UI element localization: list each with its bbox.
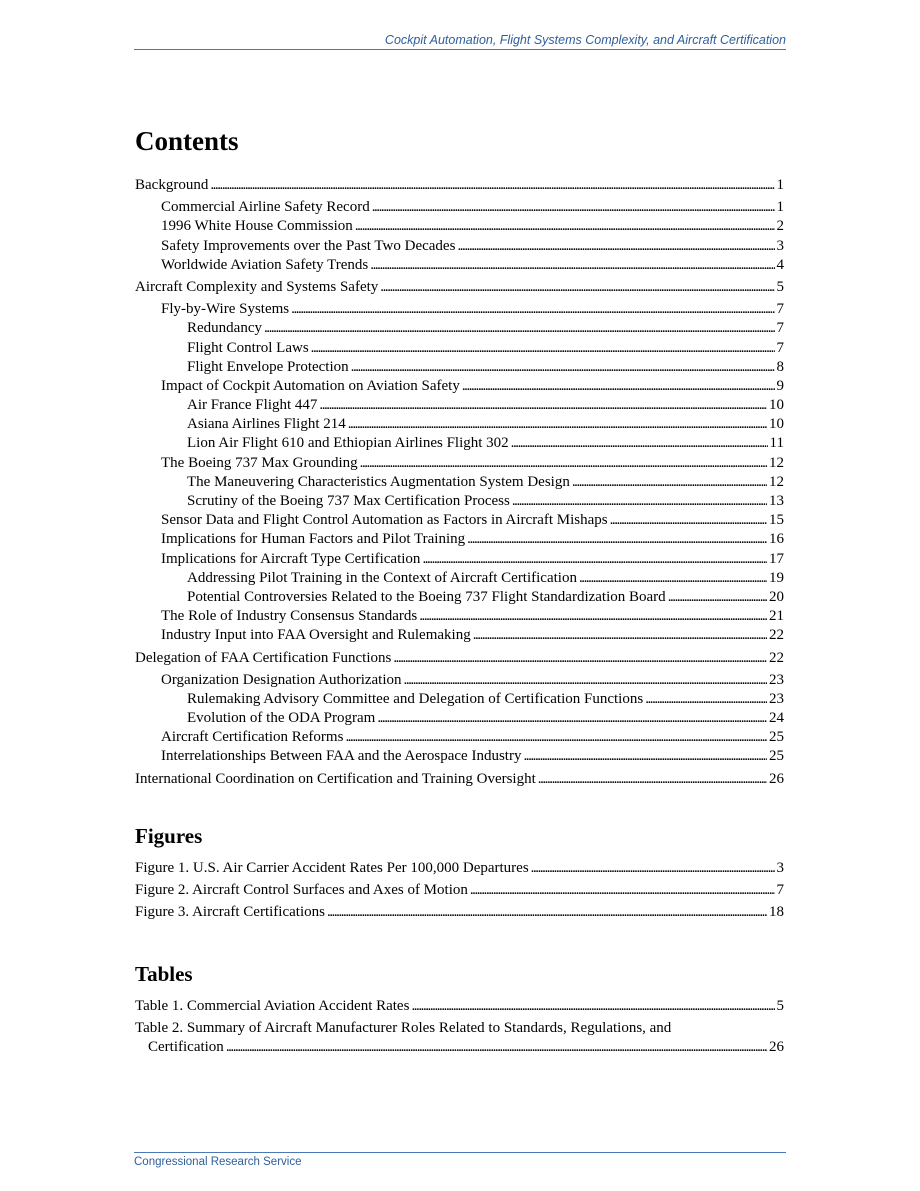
- toc-entry-consensus-standards[interactable]: The Role of Industry Consensus Standards . . . 21: [135, 607, 784, 626]
- toc-entry-figure-2[interactable]: Figure 2. Aircraft Control Surfaces and Axes of Motion . . . 7: [135, 881, 784, 900]
- toc-entry-safety-improvements[interactable]: Safety Improvements over the Past Two Decades . . . 3: [135, 237, 784, 256]
- toc-entry-mcas-design[interactable]: The Maneuvering Characteristics Augmentation System Design . . . 12: [135, 473, 784, 492]
- toc-entry-asiana-214[interactable]: Asiana Airlines Flight 214 . . . 10: [135, 415, 784, 434]
- toc-entry-flight-control-laws[interactable]: Flight Control Laws . . . 7: [135, 339, 784, 358]
- toc-entry-table-2-line2: Certification: [148, 1039, 224, 1056]
- tables-heading: Tables: [135, 962, 193, 986]
- running-header: Cockpit Automation, Flight Systems Complexity, and Aircraft Certification: [134, 32, 786, 50]
- toc-entry-worldwide-aviation-safety-trends[interactable]: Worldwide Aviation Safety Trends . . . 4: [135, 256, 784, 275]
- toc-entry-air-france-447[interactable]: Air France Flight 447 . . . 10: [135, 396, 784, 415]
- toc-entry-delegation[interactable]: Delegation of FAA Certification Functions . . . 22: [135, 649, 784, 668]
- figures-list: [135, 856, 784, 923]
- contents-heading: Contents: [135, 126, 239, 156]
- toc-entry-figure-3[interactable]: Figure 3. Aircraft Certifications . . . 18: [135, 903, 784, 922]
- tables-list: [135, 994, 784, 1058]
- toc-entry-1996-white-house-commission[interactable]: 1996 White House Commission . . . 2: [135, 217, 784, 236]
- toc-entry-background[interactable]: Background . . . 1: [135, 176, 784, 195]
- toc-entry-rulemaking-committee[interactable]: Rulemaking Advisory Committee and Delegation of Certification Functions . . . 23: [135, 690, 784, 709]
- toc-entry-redundancy[interactable]: Redundancy . . . 7: [135, 319, 784, 338]
- toc-entry-certification-scrutiny[interactable]: Scrutiny of the Boeing 737 Max Certification Process . . . 13: [135, 492, 784, 511]
- toc-entry-table-1[interactable]: Table 1. Commercial Aviation Accident Rates . . . 5: [135, 997, 784, 1016]
- toc-entry-oda-evolution[interactable]: Evolution of the ODA Program . . . 24: [135, 709, 784, 728]
- toc-entry-lion-air-ethiopian[interactable]: Lion Air Flight 610 and Ethiopian Airlines Flight 302 . . . 11: [135, 434, 784, 453]
- toc-entry-impact-of-cockpit-automation[interactable]: Impact of Cockpit Automation on Aviation Safety . . . 9: [135, 377, 784, 396]
- toc-entry-pilot-training[interactable]: Addressing Pilot Training in the Context of Aircraft Certification . . . 19: [135, 569, 784, 588]
- toc-entry-fsb-controversies[interactable]: Potential Controversies Related to the Boeing 737 Flight Standardization Board . . . 20: [135, 588, 784, 607]
- toc-entry-fly-by-wire[interactable]: Fly-by-Wire Systems . . . 7: [135, 300, 784, 319]
- toc-entry-flight-envelope-protection[interactable]: Flight Envelope Protection . . . 8: [135, 358, 784, 377]
- toc-entry-table-2-line1: Table 2. Summary of Aircraft Manufacturer Roles Related to Standards, Regulations, and: [135, 1020, 672, 1037]
- toc-entry-industry-input[interactable]: Industry Input into FAA Oversight and Rulemaking . . . 22: [135, 626, 784, 645]
- toc-entry-international-coordination[interactable]: International Coordination on Certification and Training Oversight . . . 26: [135, 770, 784, 789]
- toc-entry-oda[interactable]: Organization Designation Authorization . . . 23: [135, 671, 784, 690]
- toc-entry-certification-reforms[interactable]: Aircraft Certification Reforms . . . 25: [135, 728, 784, 747]
- page-footer: Congressional Research Service: [134, 1152, 786, 1168]
- toc-entry-737-max-grounding[interactable]: The Boeing 737 Max Grounding . . . 12: [135, 454, 784, 473]
- toc-entry-aircraft-complexity[interactable]: Aircraft Complexity and Systems Safety . . . 5: [135, 278, 784, 297]
- toc-entry-figure-1[interactable]: Figure 1. U.S. Air Carrier Accident Rates Per 100,000 Departures . . . 3: [135, 859, 784, 878]
- toc-entry-human-factors[interactable]: Implications for Human Factors and Pilot Training . . . 16: [135, 530, 784, 549]
- figures-heading: Figures: [135, 824, 203, 848]
- toc-entry-interrelationships[interactable]: Interrelationships Between FAA and the Aerospace Industry . . . 25: [135, 747, 784, 766]
- toc-entry-commercial-airline-safety-record[interactable]: Commercial Airline Safety Record . . . 1: [135, 198, 784, 217]
- toc-entry-sensor-data[interactable]: Sensor Data and Flight Control Automation as Factors in Aircraft Mishaps . . . 15: [135, 511, 784, 530]
- toc-entry-type-certification[interactable]: Implications for Aircraft Type Certification . . . 17: [135, 550, 784, 569]
- contents-list: [135, 173, 784, 789]
- toc-entry-table-2[interactable]: Table 2. Summary of Aircraft Manufacturer Roles Related to Standards, Regulations, and Certification . . . 26: [135, 1019, 784, 1057]
